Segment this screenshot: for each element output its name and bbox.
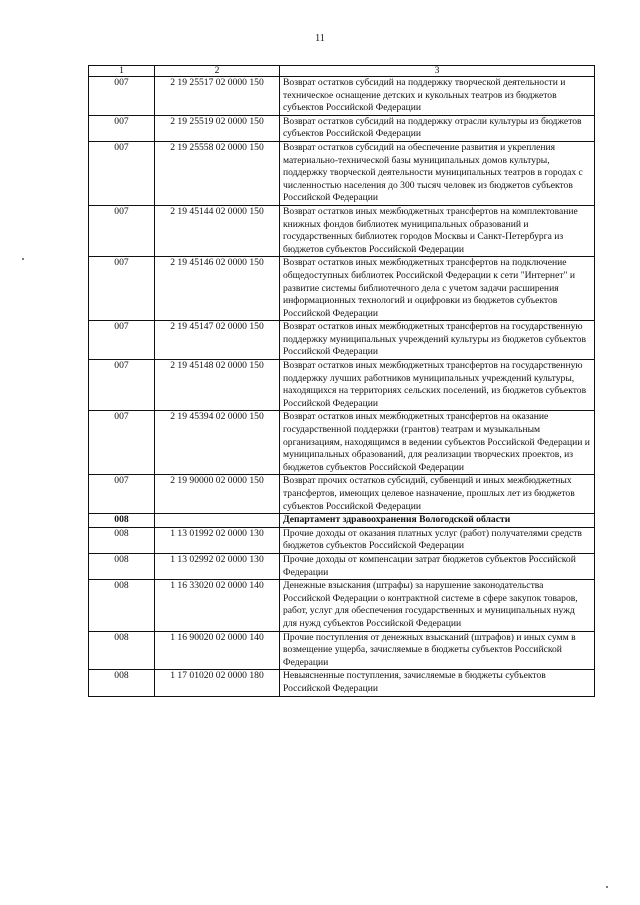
- budget-code-cell: 1 16 90020 02 0000 140: [155, 631, 280, 670]
- scan-speck: [606, 886, 608, 888]
- table-row: [89, 321, 595, 360]
- admin-code-cell: 008: [89, 670, 155, 696]
- section-header-row: [89, 514, 595, 528]
- budget-code-cell: 1 17 01020 02 0000 180: [155, 670, 280, 696]
- admin-code-cell: 007: [89, 115, 155, 141]
- revenue-name-cell: Возврат остатков субсидий на поддержку творческой деятельности и техническое оснащение детских и кукольных театров из бюджетов субъектов Российской Федерации: [280, 77, 595, 116]
- budget-code-cell: 2 19 25517 02 0000 150: [155, 77, 280, 116]
- revenue-name-cell: Возврат прочих остатков субсидий, субвенций и иных межбюджетных трансфертов, имеющих целевое назначение, прошлых лет из бюджетов субъектов Российской Федерации: [280, 475, 595, 514]
- header-col-1: 1: [89, 66, 155, 77]
- budget-code-cell: 2 19 25558 02 0000 150: [155, 141, 280, 205]
- header-row: [89, 66, 595, 77]
- admin-code-cell: 008: [89, 527, 155, 553]
- table-row: [89, 631, 595, 670]
- admin-code-cell: 008: [89, 631, 155, 670]
- revenue-name-cell: Прочие поступления от денежных взысканий (штрафов) и иных сумм в возмещение ущерба, зачисляемые в бюджеты субъектов Российской Федерации: [280, 631, 595, 670]
- budget-code-cell: 2 19 45147 02 0000 150: [155, 321, 280, 360]
- table-row: [89, 77, 595, 116]
- table-row: [89, 553, 595, 579]
- table-row: [89, 411, 595, 475]
- admin-code-cell: 008: [89, 514, 155, 528]
- admin-code-cell: 008: [89, 553, 155, 579]
- revenue-name-cell: Возврат остатков субсидий на обеспечение развития и укрепления материально-технической базы муниципальных домов культуры, поддержку творческой деятельности муниципальных театров в городах с численностью населения до 300 тысяч человек из бюджетов субъектов Российской Федерации: [280, 141, 595, 205]
- revenue-name-cell: Возврат остатков иных межбюджетных трансфертов на комплектование книжных фондов библиотек муниципальных образований и государственных библиотек городов Москвы и Санкт-Петербурга из бюджетов субъектов Российской Федерации: [280, 205, 595, 256]
- scan-speck: [22, 258, 24, 260]
- revenue-name-cell: Возврат остатков субсидий на поддержку отрасли культуры из бюджетов субъектов Российской Федерации: [280, 115, 595, 141]
- revenue-name-cell: Возврат остатков иных межбюджетных трансфертов на государственную поддержку муниципальных учреждений культуры из бюджетов субъектов Российской Федерации: [280, 321, 595, 360]
- admin-code-cell: 007: [89, 77, 155, 116]
- admin-code-cell: 007: [89, 205, 155, 256]
- budget-code-cell: 2 19 45144 02 0000 150: [155, 205, 280, 256]
- budget-code-cell: 2 19 45394 02 0000 150: [155, 411, 280, 475]
- table-body: [89, 77, 595, 697]
- table-row: [89, 205, 595, 256]
- revenue-codes-table: [88, 65, 595, 697]
- admin-code-cell: 007: [89, 257, 155, 321]
- revenue-codes-table-wrap: [88, 65, 594, 697]
- revenue-name-cell: Возврат остатков иных межбюджетных трансфертов на государственную поддержку лучших работников муниципальных учреждений культуры, находящихся на территориях сельских поселений, из бюджетов субъектов Российской Федерации: [280, 360, 595, 411]
- department-name-cell: Департамент здравоохранения Вологодской области: [280, 514, 595, 528]
- budget-code-cell: 1 13 02992 02 0000 130: [155, 553, 280, 579]
- budget-code-cell: 2 19 45146 02 0000 150: [155, 257, 280, 321]
- table-header: [89, 66, 595, 77]
- admin-code-cell: 007: [89, 360, 155, 411]
- budget-code-cell: [155, 514, 280, 528]
- budget-code-cell: 2 19 25519 02 0000 150: [155, 115, 280, 141]
- table-row: [89, 115, 595, 141]
- table-row: [89, 527, 595, 553]
- table-row: [89, 475, 595, 514]
- admin-code-cell: 007: [89, 141, 155, 205]
- revenue-name-cell: Невыясненные поступления, зачисляемые в бюджеты субъектов Российской Федерации: [280, 670, 595, 696]
- header-col-2: 2: [155, 66, 280, 77]
- header-col-3: 3: [280, 66, 595, 77]
- table-row: [89, 257, 595, 321]
- revenue-name-cell: Прочие доходы от оказания платных услуг (работ) получателями средств бюджетов субъектов Российской Федерации: [280, 527, 595, 553]
- table-row: [89, 670, 595, 696]
- admin-code-cell: 008: [89, 580, 155, 631]
- revenue-name-cell: Возврат остатков иных межбюджетных трансфертов на оказание государственной поддержки (грантов) театрам и музыкальным организациям, находящимся в ведении субъектов Российской Федерации и муниципальных образований, для реализации творческих проектов, из бюджетов субъектов Российской Федерации: [280, 411, 595, 475]
- admin-code-cell: 007: [89, 475, 155, 514]
- admin-code-cell: 007: [89, 321, 155, 360]
- table-row: [89, 141, 595, 205]
- revenue-name-cell: Прочие доходы от компенсации затрат бюджетов субъектов Российской Федерации: [280, 553, 595, 579]
- page-number: 11: [315, 33, 325, 44]
- revenue-name-cell: Денежные взыскания (штрафы) за нарушение законодательства Российской Федерации о контрактной системе в сфере закупок товаров, работ, услуг для обеспечения государственных и муниципальных нужд для нужд субъектов Российской Федерации: [280, 580, 595, 631]
- budget-code-cell: 2 19 45148 02 0000 150: [155, 360, 280, 411]
- table-row: [89, 360, 595, 411]
- admin-code-cell: 007: [89, 411, 155, 475]
- budget-code-cell: 2 19 90000 02 0000 150: [155, 475, 280, 514]
- budget-code-cell: 1 16 33020 02 0000 140: [155, 580, 280, 631]
- revenue-name-cell: Возврат остатков иных межбюджетных трансфертов на подключение общедоступных библиотек Российской Федерации к сети "Интернет" и развитие системы библиотечного дела с учетом задачи расширения информационных технологий и оцифровки из бюджетов субъектов Российской Федерации: [280, 257, 595, 321]
- table-row: [89, 580, 595, 631]
- budget-code-cell: 1 13 01992 02 0000 130: [155, 527, 280, 553]
